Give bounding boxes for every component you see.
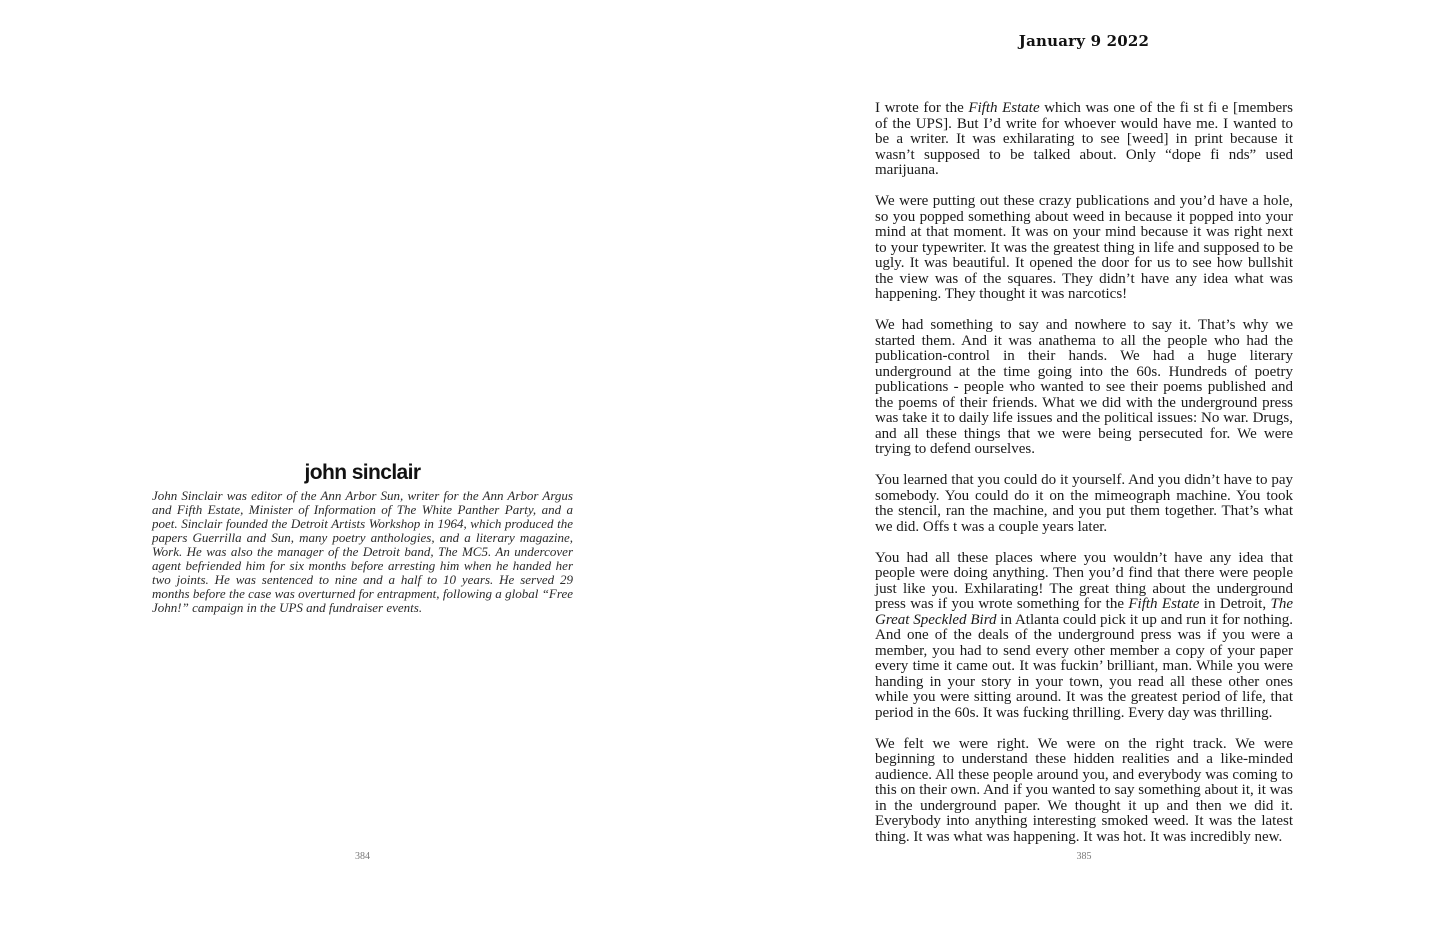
interview-text bbox=[875, 101, 1293, 845]
author-intro-block bbox=[152, 461, 573, 615]
publication-title-italic: The Great Speckled Bird bbox=[875, 596, 1293, 628]
text-run: in Atlanta could pick it up and run it for nothing. And one of the deals of the underground press was if you were a member, you had to send every other member a copy of your paper every time it came out. It was fuckin’ brilliant, man. While you were handing in your story in your town, you read all these other ones while you were sitting around. It was the greatest period of life, that period in the 60s. It was fucking thrilling. Every day was thrilling. bbox=[875, 611, 1293, 721]
text-run: You learned that you could do it yourself. And you didn’t have to pay somebody. You could do it on the mimeograph machine. You took the stencil, ran the machine, and you put them together. That’s what we did. Offs t was a couple years later. bbox=[875, 472, 1293, 535]
paragraph bbox=[875, 473, 1293, 535]
author-name-heading: john sinclair bbox=[304, 461, 421, 484]
text-run: I wrote for the bbox=[875, 100, 969, 116]
paragraph bbox=[875, 194, 1293, 303]
paragraph bbox=[875, 737, 1293, 846]
publication-title-italic: Fifth Estate bbox=[968, 100, 1040, 116]
publication-title-italic: Fifth Estate bbox=[1128, 596, 1200, 612]
text-run: in Detroit, bbox=[1199, 596, 1271, 612]
paragraph bbox=[875, 318, 1293, 458]
paragraph bbox=[875, 551, 1293, 722]
text-run: We had something to say and nowhere to say it. That’s why we started them. And it was anathema to all the people who had the publication-control in their hands. We had a huge literary underground at the time going into the 60s. Hundreds of poetry publications - people who wanted to see their poems published and the poems of their friends. What we did with the underground press was take it to daily life issues and the political issues: No war. Drugs, and all these things that we were being persecuted for. We were trying to defend ourselves. bbox=[875, 317, 1293, 457]
text-run: which was one of the fi st fi e [members of the UPS]. But I’d write for whoever would have me. I wanted to be a writer. It was exhilarating to see [weed] in print because it wasn’t supposed to be talked about. Only “dope fi nds” used marijuana. bbox=[875, 100, 1293, 178]
author-bio: John Sinclair was editor of the Ann Arbor Sun, writer for the Ann Arbor Argus and Fifth Estate, Minister of Information of The White Panther Party, and a poet. Sinclair founded the Detroit Artists Workshop in 1964, which produced the papers Guerrilla and Sun, many poetry anthologies, and a literary magazine, Work. He was also the manager of the Detroit band, The MC5. An undercover agent befriended him for six months before arresting him when he handed her two joints. He was sentenced to nine and a half to 10 years. He served 29 months before the case was overturned for entrapment, following a global “Free John!” campaign in the UPS and fundraiser events. bbox=[152, 488, 573, 615]
page-number-left: 384 bbox=[355, 851, 370, 862]
text-run: You had all these places where you wouldn’t have any idea that people were doing anything. Then you’d find that there were people just like you. Exhilarating! The great thing about the underground press was if you wrote something for the bbox=[875, 549, 1293, 612]
page-number-right: 385 bbox=[1076, 851, 1092, 862]
paragraph bbox=[875, 101, 1293, 179]
date-header: January 9 2022 bbox=[1018, 32, 1150, 50]
text-run: We felt we were right. We were on the right track. We were beginning to understand these hidden realities and a like-minded audience. All these people around you, and everybody was coming to this on their own. And if you wanted to say something about it, it was in the underground paper. We thought it up and then we did it. Everybody into anything interesting smoked weed. It was the latest thing. It was what was happening. It was hot. It was incredibly new. bbox=[875, 735, 1293, 845]
text-run: We were putting out these crazy publications and you’d have a hole, so you popped something about weed in because it popped into your mind at that moment. It was on your mind because it was right next to your typewriter. It was the greatest thing in life and supposed to be ugly. It was beautiful. It opened the door for us to see how bullshit the view was of the squares. They didn’t have any idea what was happening. They thought it was narcotics! bbox=[875, 193, 1293, 302]
